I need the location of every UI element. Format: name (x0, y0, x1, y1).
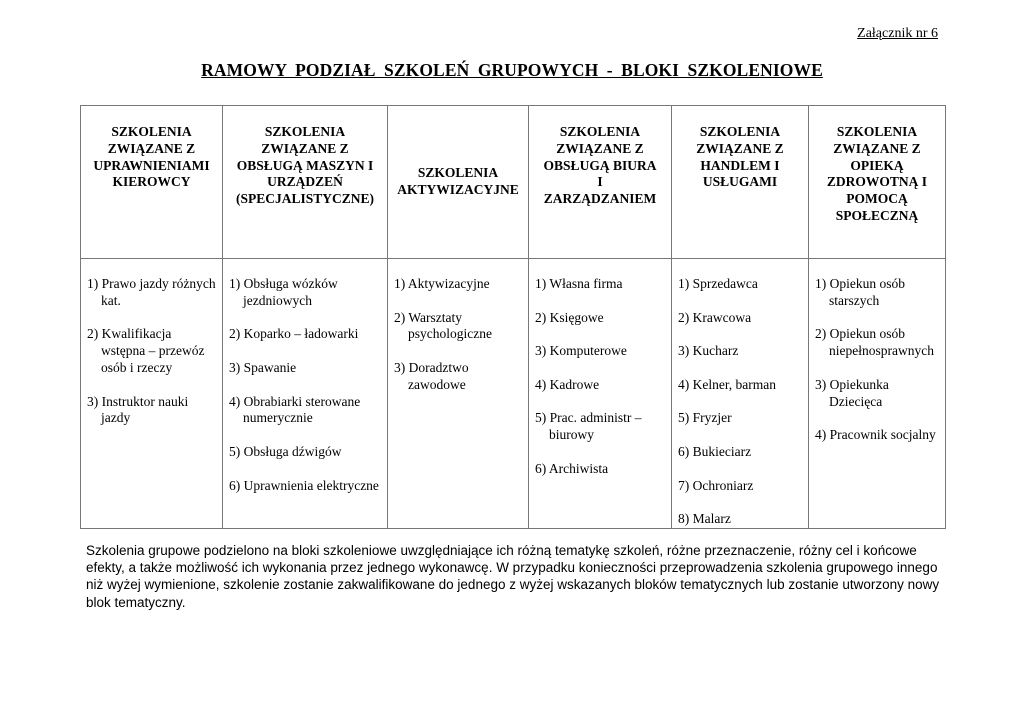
list-item: 2) Warsztaty psychologiczne (394, 309, 492, 342)
list-item: 2) Krawcowa (678, 309, 752, 325)
list-item: 2) Koparko – ładowarki (229, 326, 359, 342)
table-header-row (81, 106, 946, 259)
column-header-line: SZKOLENIA (111, 124, 192, 139)
list-item: 6) Uprawnienia elektryczne (229, 477, 379, 493)
column-header (529, 106, 672, 259)
list-item: 3) Kucharz (678, 343, 739, 359)
column-header-line: SZKOLENIA (417, 165, 499, 181)
list-item: 2) Kwalifikacja wstępna – przewóz osób i rzeczy (87, 326, 205, 375)
list-item: 7) Ochroniarz (678, 477, 754, 493)
column-header (388, 106, 529, 259)
list-item: 2) Opiekun osób niepełnosprawnych (815, 326, 934, 359)
column-header-line: HANDLEM I (700, 157, 780, 173)
column-header-line: URZĄDZEŃ (267, 174, 343, 190)
list-item: 1) Obsługa wózków jezdniowych (229, 276, 338, 308)
column-header-line: KIEROWCY (112, 174, 191, 190)
column-header-line: ZDROWOTNĄ I (826, 174, 928, 190)
column-header-line: SZKOLENIA (559, 124, 641, 139)
list-item: 3) Opiekunka Dziecięca (815, 376, 889, 409)
list-item: 5) Obsługa dźwigów (229, 443, 342, 459)
column-items (81, 259, 223, 529)
table-body-row (81, 259, 946, 529)
list-item: 4) Kadrowe (535, 376, 600, 392)
list-item: 3) Komputerowe (535, 343, 627, 359)
column-items (529, 259, 672, 529)
column-header-line: SPOŁECZNĄ (835, 207, 919, 223)
list-item: 1) Prawo jazdy różnych kat. (87, 276, 216, 308)
column-header-line: USŁUGAMI (702, 174, 778, 190)
column-header-line: ZWIĄZANE Z (833, 140, 921, 156)
list-item: 1) Własna firma (535, 276, 623, 291)
list-item: 3) Spawanie (229, 359, 297, 375)
column-header-line: I (597, 174, 603, 190)
column-header-line: ZARZĄDZANIEM (543, 191, 657, 207)
list-item: 2) Księgowe (535, 309, 604, 325)
annex-label: Załącznik nr 6 (857, 26, 938, 41)
page-title: RAMOWY PODZIAŁ SZKOLEŃ GRUPOWYCH - BLOKI SZKOLENIOWE (201, 60, 823, 80)
list-item: 4) Obrabiarki sterowane numerycznie (229, 393, 361, 426)
column-header-line: SZKOLENIA (836, 124, 918, 139)
column-items (809, 259, 946, 529)
column-header-line: OPIEKĄ (850, 157, 904, 173)
column-header-line: ZWIĄZANE Z (556, 140, 644, 156)
list-item: 4) Pracownik socjalny (815, 427, 936, 443)
column-header-line: (SPECJALISTYCZNE) (235, 191, 375, 207)
column-header-line: SZKOLENIA (264, 124, 346, 139)
column-header-line: ZWIĄZANE Z (696, 140, 784, 156)
column-header (809, 106, 946, 259)
column-header-line: AKTYWIZACYJNE (397, 182, 519, 197)
list-item: 4) Kelner, barman (678, 376, 777, 392)
list-item: 3) Instruktor nauki jazdy (87, 393, 189, 426)
explanatory-note: Szkolenia grupowe podzielono na bloki szkoleniowe uwzględniające ich różną tematykę szkoleń, różne przeznaczenie, różny cel i końcowe efekty, a także możliwość ich wykonania przez jednego wykonawcę. W przypadku konieczności przeprowadzenia szkolenia grupowego innego niż wyżej wymienione, szkolenie zostanie zakwalifikowane do jednego z wyżej wskazanych bloków tematycznych lub zostanie utworzony nowy blok tematyczny. (86, 543, 940, 610)
column-header-line: UPRAWNIENIAMI (93, 157, 210, 173)
column-header-line: OBSŁUGĄ MASZYN I (236, 157, 374, 173)
column-items (388, 259, 529, 529)
list-item: 6) Archiwista (535, 460, 609, 476)
list-item: 3) Doradztwo zawodowe (394, 359, 469, 392)
list-item: 6) Bukieciarz (678, 443, 752, 459)
list-item: 8) Malarz (678, 511, 731, 527)
list-item: 5) Prac. administr – biurowy (535, 410, 642, 443)
list-item: 5) Fryzjer (678, 410, 732, 426)
column-header-line: SZKOLENIA (699, 124, 781, 139)
list-item: 1) Aktywizacyjne (394, 276, 490, 291)
list-item: 1) Sprzedawca (678, 276, 758, 291)
training-blocks-table (80, 105, 946, 529)
list-item: 1) Opiekun osób starszych (815, 276, 905, 308)
column-header-line: ZWIĄZANE Z (261, 140, 349, 156)
column-header-line: OBSŁUGĄ BIURA (543, 157, 657, 173)
column-header (223, 106, 388, 259)
column-header-line: ZWIĄZANE Z (107, 140, 196, 156)
column-header-line: POMOCĄ (846, 191, 908, 207)
column-items (223, 259, 388, 529)
column-header (672, 106, 809, 259)
column-header (81, 106, 223, 259)
column-items (672, 259, 809, 529)
